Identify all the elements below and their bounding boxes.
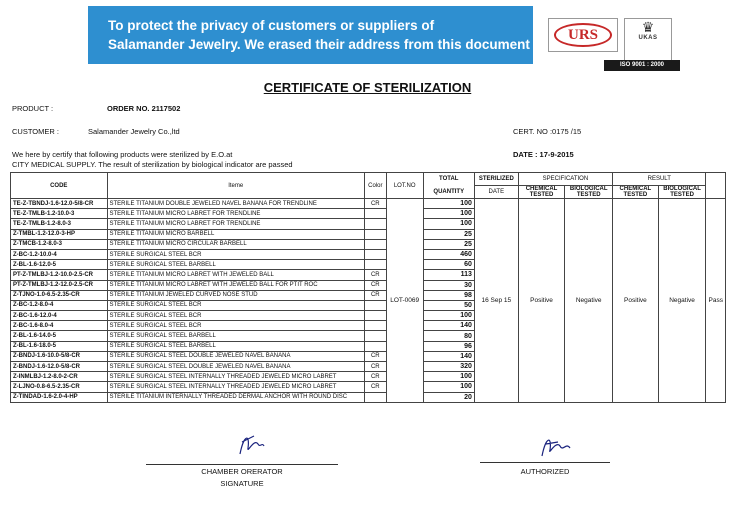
row-color [364, 260, 386, 270]
row-item: STERILE TITANIUM MICRO LABRET WITH JEWELED BALL FOR PTIT ROC [107, 280, 364, 290]
row-code: Z-BNDJ-1.6-10.0-5/8-CR [11, 351, 108, 361]
table-row [11, 199, 726, 209]
row-color [364, 239, 386, 249]
row-color [364, 321, 386, 331]
row-item: STERILE SURGICAL STEEL BCR [107, 249, 364, 259]
result-chemical: Positive [613, 199, 659, 403]
iso-badge: ISO 9001 : 2000 [604, 60, 680, 71]
header-specification: SPECIFICATION [518, 173, 612, 186]
pass-status: Pass [706, 199, 726, 403]
urs-logo-text: URS [554, 23, 612, 47]
header-lot: LOT.NO [386, 173, 423, 199]
row-quantity: 100 [423, 209, 474, 219]
row-code: Z-LJNO-0.8-6.5-2.35-CR [11, 382, 108, 392]
row-quantity: 98 [423, 290, 474, 300]
row-code: TE-Z-TMLB-1.2-8.0-3 [11, 219, 108, 229]
row-item: STERILE TITANIUM MICRO LABRET FOR TRENDLINE [107, 209, 364, 219]
row-item: STERILE TITANIUM DOUBLE JEWELED NAVEL BANANA FOR TRENDLINE [107, 199, 364, 209]
header-spec-biological: BIOLOGICAL TESTED [565, 186, 613, 199]
urs-logo [548, 18, 618, 52]
row-code: PT-Z-TMLBJ-1.2-10.0-2.5-CR [11, 270, 108, 280]
header-quantity: QUANTITY [423, 186, 474, 199]
operator-signature [236, 430, 266, 458]
row-quantity: 140 [423, 351, 474, 361]
cert-number: CERT. NO :0175 /15 [513, 127, 582, 136]
row-quantity: 30 [423, 280, 474, 290]
row-item: STERILE SURGICAL STEEL BCR [107, 300, 364, 310]
row-color: CR [364, 362, 386, 372]
row-item: STERILE SURGICAL STEEL BCR [107, 311, 364, 321]
row-item: STERILE TITANIUM MICRO LABRET FOR TRENDLINE [107, 219, 364, 229]
row-item: STERILE TITANIUM INTERNALLY THREADED DERMAL ANCHOR WITH ROUND DISC [107, 392, 364, 402]
certify-statement-2: CITY MEDICAL SUPPLY. The result of sterilization by biological indicator are passed [12, 160, 293, 169]
operator-caption-2: SIGNATURE [220, 479, 264, 488]
row-item: STERILE SURGICAL STEEL BCR [107, 321, 364, 331]
header-sterilized: STERILIZED [474, 173, 518, 186]
result-biological: Negative [658, 199, 706, 403]
row-code: Z-BC-1.2-10.0-4 [11, 249, 108, 259]
row-item: STERILE SURGICAL STEEL BARBELL [107, 260, 364, 270]
row-quantity: 96 [423, 341, 474, 351]
header-result-chemical: CHEMICAL TESTED [613, 186, 659, 199]
sterilized-date: 16 Sep 15 [474, 199, 518, 403]
row-quantity: 50 [423, 300, 474, 310]
row-color: CR [364, 199, 386, 209]
row-code: TE-Z-TMLB-1.2-10.0-3 [11, 209, 108, 219]
row-item: STERILE TITANIUM MICRO CIRCULAR BARBELL [107, 239, 364, 249]
lot-number: LOT-0069 [386, 199, 423, 403]
row-quantity: 100 [423, 219, 474, 229]
row-item: STERILE SURGICAL STEEL DOUBLE JEWELED NAVEL BANANA [107, 362, 364, 372]
row-color [364, 331, 386, 341]
ukas-logo-text: UKAS [638, 35, 658, 41]
operator-caption: CHAMBER ORERATOR [201, 467, 283, 476]
crown-icon: ♛ [641, 19, 655, 35]
row-color [364, 311, 386, 321]
header-code: CODE [11, 173, 108, 199]
row-color [364, 341, 386, 351]
ukas-logo [624, 18, 672, 62]
certification-logos [548, 18, 683, 68]
row-item: STERILE TITANIUM MICRO BARBELL [107, 229, 364, 239]
header-date: DATE [474, 186, 518, 199]
row-code: Z-BNDJ-1.6-12.0-5/8-CR [11, 362, 108, 372]
row-quantity: 25 [423, 239, 474, 249]
row-quantity: 100 [423, 372, 474, 382]
header-pass-blank [706, 173, 726, 199]
row-code: Z-TMBL-1.2-12.0-3-HP [11, 229, 108, 239]
banner-line-2: Salamander Jewelry. We erased their address from this document [108, 37, 530, 52]
header-color: Color [364, 173, 386, 199]
row-code: Z-BC-1.6-12.0-4 [11, 311, 108, 321]
row-code: Z-BC-1.6-8.0-4 [11, 321, 108, 331]
spec-chemical-result: Positive [518, 199, 565, 403]
row-code: Z-TMCB-1.2-8.0-3 [11, 239, 108, 249]
document-title: CERTIFICATE OF STERILIZATION [263, 80, 472, 95]
row-item: STERILE SURGICAL STEEL INTERNALLY THREADED JEWELED MICRO LABRET [107, 382, 364, 392]
certificate-date: DATE : 17-9-2015 [513, 150, 574, 159]
row-code: Z-BL-1.6-14.0-5 [11, 331, 108, 341]
sterilization-table [10, 172, 726, 403]
row-quantity: 140 [423, 321, 474, 331]
header-total: TOTAL [423, 173, 474, 186]
row-code: TE-Z-TBNDJ-1.6-12.0-5/8-CR [11, 199, 108, 209]
row-item: STERILE SURGICAL STEEL DOUBLE JEWELED NAVEL BANANA [107, 351, 364, 361]
row-color: CR [364, 372, 386, 382]
row-quantity: 113 [423, 270, 474, 280]
customer-name: Salamander Jewelry Co.,ltd [88, 127, 180, 136]
row-color [364, 392, 386, 402]
row-code: PT-Z-TMLBJ-1.2-12.0-2.5-CR [11, 280, 108, 290]
row-color: CR [364, 290, 386, 300]
row-color [364, 300, 386, 310]
row-quantity: 60 [423, 260, 474, 270]
row-color [364, 219, 386, 229]
row-item: STERILE TITANIUM JEWELED CURVED NOSE STUD [107, 290, 364, 300]
row-quantity: 25 [423, 229, 474, 239]
product-label: PRODUCT : [12, 104, 54, 113]
header-result: RESULT [613, 173, 706, 186]
row-item: STERILE SURGICAL STEEL INTERNALLY THREADED JEWELED MICRO LABRET [107, 372, 364, 382]
row-code: Z-INMLBJ-1.2-8.0-2-CR [11, 372, 108, 382]
header-result-biological: BIOLOGICAL TESTED [658, 186, 706, 199]
privacy-banner [88, 6, 533, 64]
row-color [364, 209, 386, 219]
row-color [364, 249, 386, 259]
header-spec-chemical: CHEMICAL TESTED [518, 186, 565, 199]
row-code: Z-TINDAD-1.6-2.0-4-HP [11, 392, 108, 402]
banner-line-1: To protect the privacy of customers or suppliers of [108, 18, 435, 33]
order-number: ORDER NO. 2117502 [107, 104, 181, 113]
row-code: Z-BL-1.6-12.0-5 [11, 260, 108, 270]
row-code: Z-BC-1.2-8.0-4 [11, 300, 108, 310]
row-item: STERILE TITANIUM MICRO LABRET WITH JEWELED BALL [107, 270, 364, 280]
row-quantity: 100 [423, 311, 474, 321]
header-items: Iteme [107, 173, 364, 199]
row-code: Z-TJNO-1.0-6.5-2.35-CR [11, 290, 108, 300]
row-quantity: 460 [423, 249, 474, 259]
row-quantity: 80 [423, 331, 474, 341]
authorized-signature [538, 434, 572, 460]
row-color: CR [364, 351, 386, 361]
spec-biological-result: Negative [565, 199, 613, 403]
authorized-caption: AUTHORIZED [520, 467, 570, 476]
row-color: CR [364, 280, 386, 290]
table-body [11, 199, 726, 403]
row-code: Z-BL-1.6-18.0-5 [11, 341, 108, 351]
row-item: STERILE SURGICAL STEEL BARBELL [107, 331, 364, 341]
certify-statement-1: We here by certify that following products were sterilized by E.O.at [12, 150, 233, 159]
customer-label: CUSTOMER : [12, 127, 59, 136]
authorized-signature-line [480, 462, 610, 463]
operator-signature-line [146, 464, 338, 465]
row-quantity: 20 [423, 392, 474, 402]
row-item: STERILE SURGICAL STEEL BARBELL [107, 341, 364, 351]
row-color [364, 229, 386, 239]
row-color: CR [364, 270, 386, 280]
row-color: CR [364, 382, 386, 392]
row-quantity: 100 [423, 382, 474, 392]
row-quantity: 320 [423, 362, 474, 372]
row-quantity: 100 [423, 199, 474, 209]
